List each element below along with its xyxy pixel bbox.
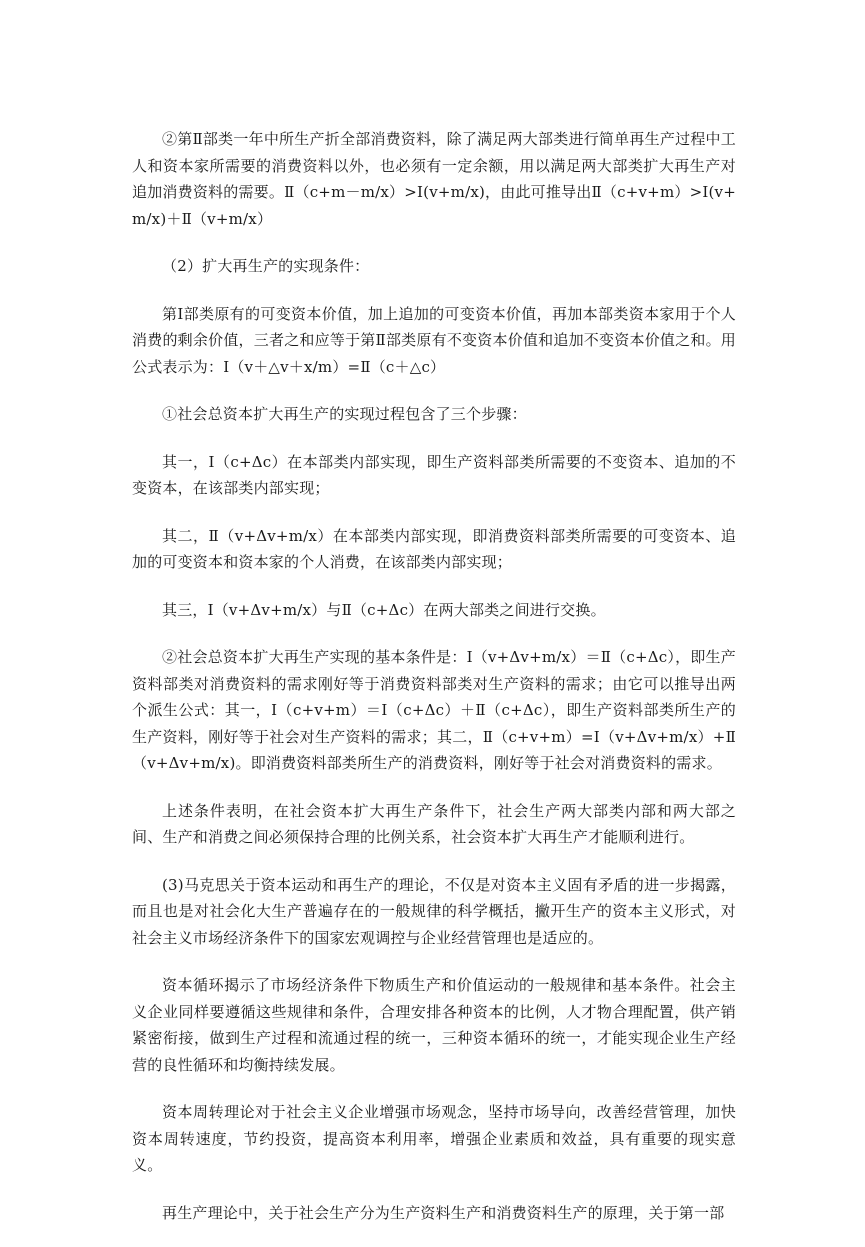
document-page [132,126,736,1247]
paragraph-3: 第Ⅰ部类原有的可变资本价值，加上追加的可变资本价值，再加本部类资本家用于个人消费的剩余价值，三者之和应等于第Ⅱ部类原有不变资本价值和追加不变资本价值之和。用公式表示为：Ⅰ（v＋△v＋x/m）=Ⅱ（c＋△c） [132,304,736,376]
paragraph-5: 其一，Ⅰ（c+Δc）在本部类内部实现，即生产资料部类所需要的不变资本、追加的不变资本，在该部类内部实现； [132,452,736,497]
paragraph-12: 资本周转理论对于社会主义企业增强市场观念，坚持市场导向，改善经营管理，加快资本周转速度，节约投资，提高资本利用率，增强企业素质和效益，具有重要的现实意义。 [132,1103,736,1174]
paragraph-2: （2）扩大再生产的实现条件： [162,257,370,275]
paragraph-4: ①社会总资本扩大再生产的实现过程包含了三个步骤： [162,405,527,423]
paragraph-13: 再生产理论中，关于社会生产分为生产资料生产和消费资料生产的原理，关于第一部 [162,1203,725,1222]
paragraph-9: 上述条件表明，在社会资本扩大再生产条件下，社会生产两大部类内部和两大部之间、生产和消费之间必须保持合理的比例关系，社会资本扩大再生产才能顺利进行。 [132,801,736,846]
paragraph-11: 资本循环揭示了市场经济条件下物质生产和价值运动的一般规律和基本条件。社会主义企业同样要遵循这些规律和条件，合理安排各种资本的比例，人才物合理配置，供产销紧密衔接，做到生产过程和流通过程的统一，三种资本循环的统一，才能实现企业生产经营的良性循环和均衡持续发展。 [132,976,736,1074]
paragraph-7: 其三，Ⅰ（v+Δv+m/x）与Ⅱ（c+Δc）在两大部类之间进行交换。 [162,600,606,619]
paragraph-8: ②社会总资本扩大再生产实现的基本条件是：Ⅰ（v+Δv+m/x）＝Ⅱ（c+Δc），即生产资料部类对消费资料的需求刚好等于消费资料部类对生产资料的需求；由它可以推导出两个派生公式：其一，Ⅰ（c+v+m）＝Ⅰ（c+Δc）＋Ⅱ（c+Δc），即生产资料部类所生产的生产资料，刚好等于社会对生产资料的需求；其二，Ⅱ（c+v+m）=Ⅰ（v+Δv+m/x）+Ⅱ（v+Δv+m/x)。即消费资料部类所生产的消费资料，刚好等于社会对消费资料的需求。 [132,648,736,772]
paragraph-10: (3)马克思关于资本运动和再生产的理论，不仅是对资本主义固有矛盾的进一步揭露，而且也是对社会化大生产普遍存在的一般规律的科学概括，撇开生产的资本主义形式，对社会主义市场经济条件下的国家宏观调控与企业经营管理也是适应的。 [132,875,736,947]
paragraph-1: ②第Ⅱ部类一年中所生产折全部消费资料，除了满足两大部类进行简单再生产过程中工人和资本家所需要的消费资料以外，也必须有一定余额，用以满足两大部类扩大再生产对追加消费资料的需要。Ⅱ（c+m－m/x）>Ⅰ(v+m/x)，由此可推导出Ⅱ（c+v+m）>Ⅰ(v+m/x)＋Ⅱ（v+m/x） [132,130,736,228]
paragraph-6: 其二，Ⅱ（v+Δv+m/x）在本部类内部实现，即消费资料部类所需要的可变资本、追加的可变资本和资本家的个人消费，在该部类内部实现； [132,526,736,571]
